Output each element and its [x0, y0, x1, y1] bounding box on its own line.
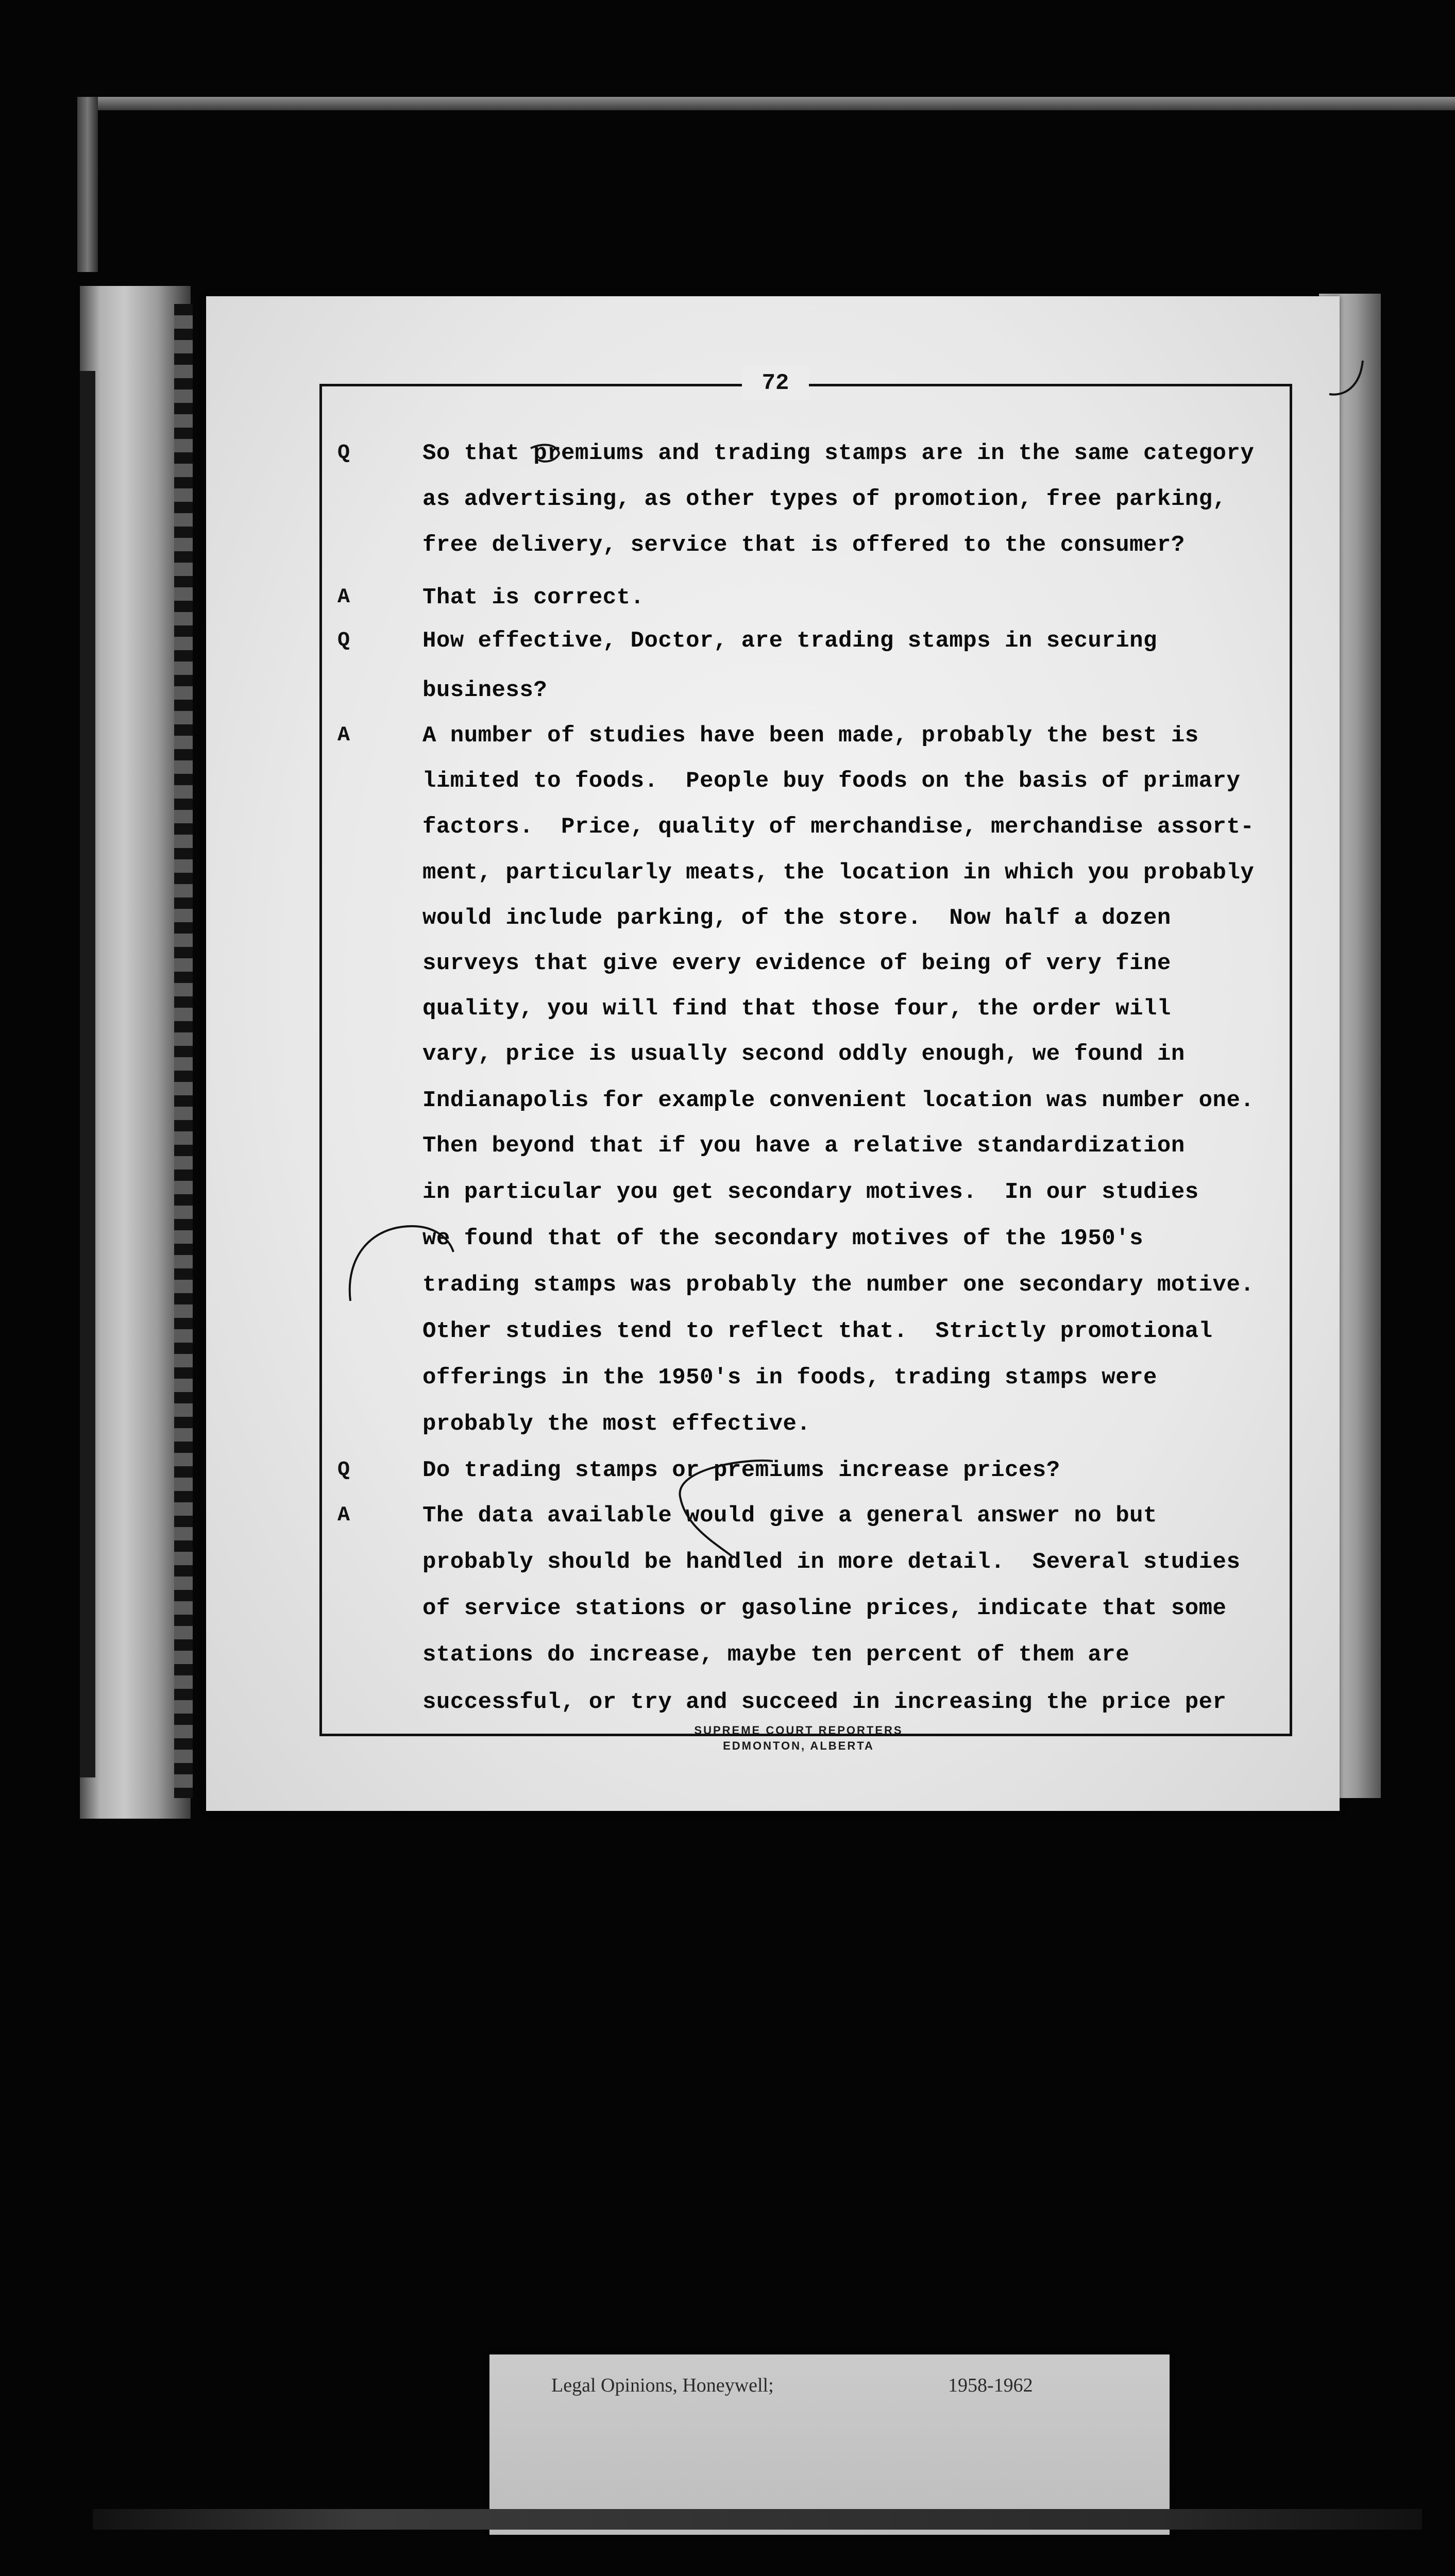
film-frame-top	[82, 97, 1455, 110]
transcript-line: Do trading stamps or premiums increase prices?	[422, 1458, 1060, 1483]
transcript-line: would include parking, of the store. Now half a dozen	[422, 905, 1171, 931]
film-frame-bottom	[93, 2509, 1422, 2530]
transcript-line: free delivery, service that is offered to the consumer?	[422, 532, 1185, 558]
speaker-marker: Q	[337, 442, 350, 465]
archive-label-card	[489, 2354, 1170, 2535]
transcript-line: of service stations or gasoline prices, indicate that some	[422, 1596, 1227, 1621]
speaker-marker: Q	[337, 629, 350, 652]
transcript-line: The data available would give a general answer no but	[422, 1503, 1157, 1529]
transcript-line: factors. Price, quality of merchandise, merchandise assort-	[422, 814, 1255, 840]
transcript-line: limited to foods. People buy foods on the basis of primary	[422, 768, 1241, 794]
transcript-line: offerings in the 1950's in foods, trading stamps were	[422, 1365, 1157, 1391]
transcript-line: in particular you get secondary motives. In our studies	[422, 1179, 1199, 1205]
speaker-marker: Q	[337, 1459, 350, 1482]
transcript-line: ment, particularly meats, the location in which you probably	[422, 860, 1255, 886]
speaker-marker: A	[337, 586, 350, 609]
page-number: 72	[742, 367, 809, 400]
transcript-line: business?	[422, 677, 548, 703]
transcript-line: successful, or try and succeed in increasing the price per	[422, 1689, 1227, 1715]
binder-inner-edge	[80, 371, 95, 1777]
label-date-range: 1958-1962	[948, 2375, 1033, 2396]
binder-holes	[174, 304, 193, 1798]
film-frame-left	[77, 97, 98, 272]
transcript-line: Indianapolis for example convenient location was number one.	[422, 1088, 1255, 1113]
transcript-line: as advertising, as other types of promotion, free parking,	[422, 486, 1227, 512]
transcript-line: trading stamps was probably the number one secondary motive.	[422, 1272, 1255, 1298]
transcript-line: stations do increase, maybe ten percent of them are	[422, 1642, 1130, 1668]
transcript-line: How effective, Doctor, are trading stamps in securing	[422, 628, 1157, 654]
speaker-marker: A	[337, 1504, 350, 1527]
speaker-marker: A	[337, 724, 350, 747]
transcript-line: That is correct.	[422, 585, 645, 611]
reporter-footer-line2: EDMONTON, ALBERTA	[723, 1739, 874, 1752]
reporter-footer-line1: SUPREME COURT REPORTERS	[694, 1724, 903, 1737]
transcript-line: Then beyond that if you have a relative standardization	[422, 1133, 1185, 1159]
transcript-line: A number of studies have been made, probably the best is	[422, 723, 1199, 749]
transcript-line: So that premiums and trading stamps are in the same category	[422, 440, 1255, 466]
transcript-line: probably should be handled in more detail. Several studies	[422, 1549, 1241, 1575]
transcript-line: quality, you will find that those four, the order will	[422, 996, 1171, 1022]
transcript-line: we found that of the secondary motives of the 1950's	[422, 1226, 1144, 1251]
transcript-line: surveys that give every evidence of being of very fine	[422, 951, 1171, 976]
label-collection-title: Legal Opinions, Honeywell;	[551, 2375, 774, 2396]
transcript-line: vary, price is usually second oddly enough, we found in	[422, 1041, 1185, 1067]
transcript-line: Other studies tend to reflect that. Strictly promotional	[422, 1318, 1213, 1344]
transcript-line: probably the most effective.	[422, 1411, 811, 1437]
